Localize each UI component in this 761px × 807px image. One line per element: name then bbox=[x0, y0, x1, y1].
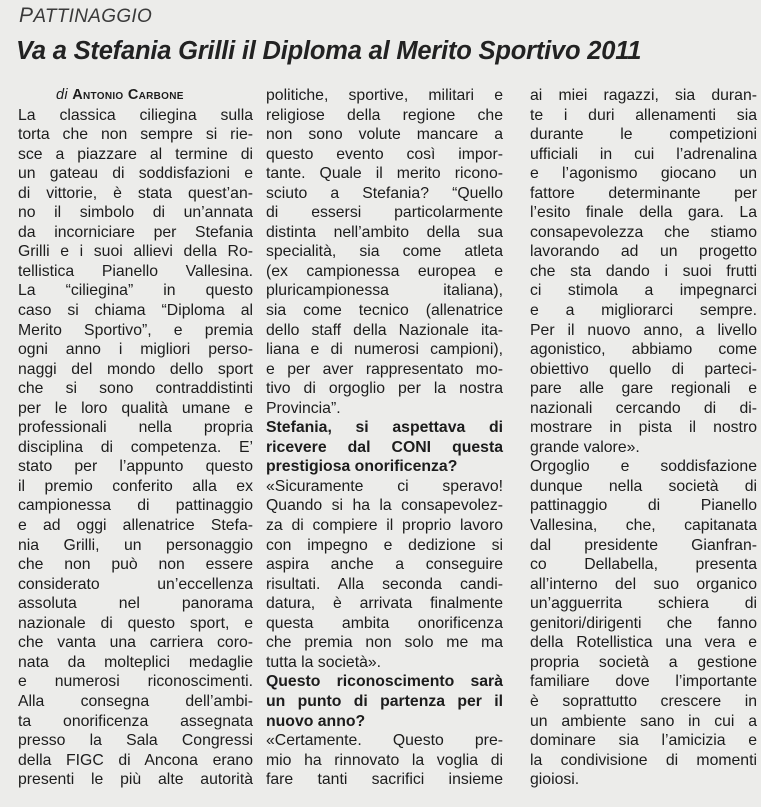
article-text-line: nia Grilli, un personaggio bbox=[18, 536, 253, 554]
article-text-line: che premia non solo me ma bbox=[266, 634, 503, 652]
article-text-line: il premio conferito alla ex bbox=[18, 477, 253, 495]
article-text-line: ta onorificenza assegnata bbox=[18, 712, 253, 730]
article-text-line: sciuto a Stefania? “Quello bbox=[266, 184, 503, 202]
article-text-line: nazionale di questo sport, e bbox=[18, 614, 253, 632]
article-text-line: con impegno e dedizione si bbox=[266, 536, 503, 554]
article-text-line: caso si chiama “Diploma al bbox=[18, 302, 253, 320]
article-text-line: un’agguerrita schiera di bbox=[530, 595, 757, 613]
article-text-line: e per aver rappresentato mo- bbox=[266, 360, 503, 378]
article-text-line: za di compiere il proprio lavoro bbox=[266, 517, 503, 535]
article-text-line: tellistica Pianello Vallesina. bbox=[18, 262, 253, 280]
article-text-line: disciplina di competenza. E’ bbox=[18, 438, 253, 456]
article-text-line: «Sicuramente ci speravo! bbox=[266, 477, 503, 495]
article-text-line: stato per l’appunto questo bbox=[18, 458, 253, 476]
article-text-line: Merito Sportivo”, e premia bbox=[18, 321, 253, 339]
article-text-line: della FIGC di Ancona erano bbox=[18, 751, 253, 769]
article-text-line: sia come tecnico (allenatrice bbox=[266, 302, 503, 320]
article-text-line: liana e di numerosi campioni), bbox=[266, 341, 503, 359]
byline-prefix: di bbox=[56, 87, 68, 103]
section-label bbox=[19, 4, 152, 28]
article-text-line: grande valore». bbox=[530, 438, 640, 456]
byline bbox=[18, 86, 253, 106]
article-headline: Va a Stefania Grilli il Diploma al Merito Sportivo 2011 bbox=[16, 37, 642, 65]
interview-question-line: nuovo anno? bbox=[266, 712, 366, 730]
byline-author: Antonio Carbone bbox=[72, 87, 184, 103]
article-column-3 bbox=[530, 86, 757, 790]
article-text-line: datura, è arrivata finalmente bbox=[266, 595, 503, 613]
article-text-line: aspira anche a conseguire bbox=[266, 556, 503, 574]
article-text-line: La “ciliegina” in questo bbox=[18, 282, 253, 300]
article-text-line: campionessa di pattinaggio bbox=[18, 497, 253, 515]
article-text-line: presenti le più alte autorità bbox=[18, 771, 253, 789]
article-text-line: dunque nella società di bbox=[530, 477, 757, 495]
interview-question-line: ricevere dal CONI questa bbox=[266, 438, 503, 456]
article-text-line: che non può non essere bbox=[18, 556, 253, 574]
article-text-line: che vanta una carriera coro- bbox=[18, 634, 253, 652]
article-text-line: che si sono contraddistinti bbox=[18, 380, 253, 398]
article-text-line: pluricampionessa italiana), bbox=[266, 282, 503, 300]
article-text-line: nata da molteplici medaglie bbox=[18, 653, 253, 671]
article-text-line: un ambiente sano in cui a bbox=[530, 712, 757, 730]
article-text-line: (ex campionessa europea e bbox=[266, 262, 503, 280]
article-text-line: torta che non sempre si rie- bbox=[18, 126, 253, 144]
interview-question-line: Stefania, si aspettava di bbox=[266, 419, 503, 437]
article-text-line: presso la Sala Congressi bbox=[18, 732, 253, 750]
article-text-line: e ad oggi allenatrice Stefa- bbox=[18, 517, 253, 535]
article-text-line: Grilli e i suoi allievi della Ro- bbox=[18, 243, 253, 261]
article-text-line: mio ha rinnovato la voglia di bbox=[266, 751, 503, 769]
article-text-line: genitori/dirigenti che fanno bbox=[530, 614, 757, 632]
article-text-line: un gateau di soddisfazioni e bbox=[18, 165, 253, 183]
article-text-line: te i duri allenamenti sia bbox=[530, 106, 757, 124]
article-text-line: pattinaggio di Pianello bbox=[530, 497, 757, 515]
article-text-line: e numerosi riconoscimenti. bbox=[18, 673, 253, 691]
article-text-line: che sta dando i suoi frutti bbox=[530, 262, 757, 280]
article-text-line: obiettivo quello di parteci- bbox=[530, 360, 757, 378]
article-text-line: «Certamente. Questo pre- bbox=[266, 732, 503, 750]
interview-question-line: Questo riconoscimento sarà bbox=[266, 673, 503, 691]
section-label-rest: ATTINAGGIO bbox=[33, 6, 153, 27]
article-text-line: Provincia”. bbox=[266, 399, 341, 417]
article-text-line: fattore determinante per bbox=[530, 184, 757, 202]
article-text-line: è soprattutto crescere in bbox=[530, 692, 757, 710]
article-text-line: di essersi particolarmente bbox=[266, 204, 503, 222]
article-text-line: distinta nell’ambito della sua bbox=[266, 223, 503, 241]
article-text-line: consapevolezza che stiamo bbox=[530, 223, 757, 241]
interview-question-line: prestigiosa onorificenza? bbox=[266, 458, 458, 476]
article-text-line: professionali nella propria bbox=[18, 419, 253, 437]
article-text-line: considerato un’eccellenza bbox=[18, 575, 253, 593]
article-text-line: di vittorie, è stata quest’an- bbox=[18, 184, 253, 202]
section-label-initial: P bbox=[19, 4, 34, 27]
article-text-line: naggi del mondo dello sport bbox=[18, 360, 253, 378]
article-text-line: tante. Quale il merito ricono- bbox=[266, 165, 503, 183]
article-text-line: co Dellabella, presenta bbox=[530, 556, 757, 574]
article-text-line: della Rotellistica una vera e bbox=[530, 634, 757, 652]
article-text-line: nazionali cercando di di- bbox=[530, 399, 757, 417]
article-text-line: dal presidente Gianfran- bbox=[530, 536, 757, 554]
article-text-line: mostrare in pista il nostro bbox=[530, 419, 757, 437]
article-text-line: assoluta nel panorama bbox=[18, 595, 253, 613]
article-text-line: propria società a gestione bbox=[530, 653, 757, 671]
article-text-line: pare alle gare regionali e bbox=[530, 380, 757, 398]
article-text-line: risultati. Alla seconda candi- bbox=[266, 575, 503, 593]
interview-question-line: un punto di partenza per il bbox=[266, 692, 503, 710]
article-text-line: tivo di orgoglio per la nostra bbox=[266, 380, 503, 398]
article-text-line: la condivisione di momenti bbox=[530, 751, 757, 769]
article-text-line: no il simbolo di un’annata bbox=[18, 204, 253, 222]
article-text-line: sce a piazzare al termine di bbox=[18, 145, 253, 163]
article-text-line: fare tanti sacrifici insieme bbox=[266, 771, 503, 789]
article-text-line: Per il nuovo anno, a livello bbox=[530, 321, 757, 339]
article-text-line: La classica ciliegina sulla bbox=[18, 106, 253, 124]
article-text-line: all’interno del suo organico bbox=[530, 575, 757, 593]
article-text-line: Quando si ha la consapevolez- bbox=[266, 497, 503, 515]
article-text-line: da incorniciare per Stefania bbox=[18, 223, 253, 241]
article-text-line: Vallesina, che, capitanata bbox=[530, 517, 757, 535]
article-text-line: l’esito finale della gara. La bbox=[530, 204, 757, 222]
article-text-line: tutta la società». bbox=[266, 653, 382, 671]
article-text-line: questo evento così impor- bbox=[266, 145, 503, 163]
article-text-line: ufficiali in cui l’adrenalina bbox=[530, 145, 757, 163]
article-text-line: dominare sia l’amicizia e bbox=[530, 732, 757, 750]
article-text-line: ci stimola a impegnarci bbox=[530, 282, 757, 300]
article-text-line: non sono volute mancare a bbox=[266, 126, 503, 144]
article-text-line: familiare dove l’importante bbox=[530, 673, 757, 691]
article-text-line: Orgoglio e soddisfazione bbox=[530, 458, 757, 476]
article-text-line: dello staff della Nazionale ita- bbox=[266, 321, 503, 339]
article-text-line: e a migliorarci sempre. bbox=[530, 302, 757, 320]
article-text-line: gioiosi. bbox=[530, 771, 580, 789]
article-text-line: specialità, sia come atleta bbox=[266, 243, 503, 261]
article-text-line: durante le competizioni bbox=[530, 126, 757, 144]
article-text-line: lavorando ad un progetto bbox=[530, 243, 757, 261]
article-column-1 bbox=[18, 86, 253, 790]
article-text-line: religiose della regione che bbox=[266, 106, 503, 124]
article-column-2 bbox=[266, 86, 503, 790]
article-text-line: per le loro qualità umane e bbox=[18, 399, 253, 417]
article-text-line: politiche, sportive, militari e bbox=[266, 87, 503, 104]
article-text-line: agonistico, abbiamo come bbox=[530, 341, 757, 359]
article-text-line: e l’agonismo giocano un bbox=[530, 165, 757, 183]
article-text-line: questa ambita onorificenza bbox=[266, 614, 503, 632]
article-text-line: ogni anno i migliori perso- bbox=[18, 341, 253, 359]
article-text-line: ai miei ragazzi, sia duran- bbox=[530, 87, 757, 104]
article-text-line: Alla consegna dell’ambi- bbox=[18, 692, 253, 710]
